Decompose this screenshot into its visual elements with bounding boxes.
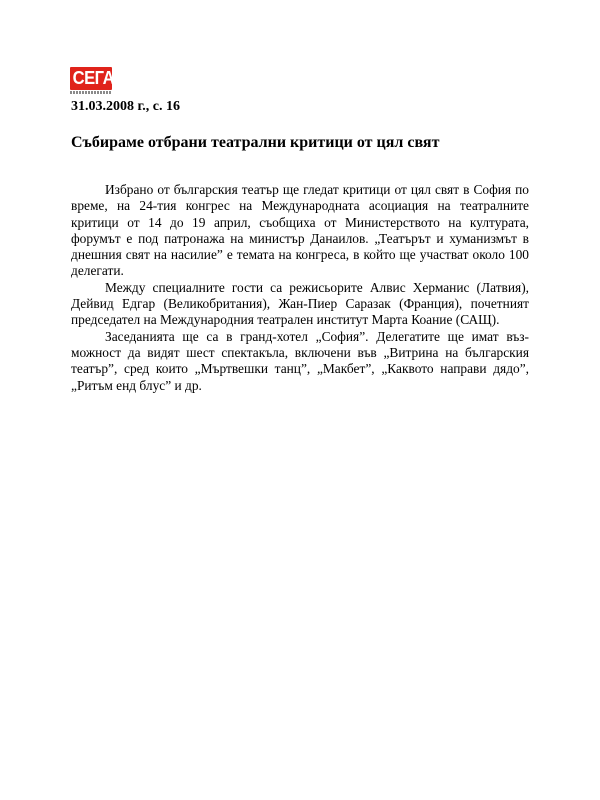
- logo-text: СЕГА: [72, 68, 115, 88]
- article-paragraph: Избрано от българския театър ще гледат критици от цял свят в София по време, на 24-тия конгрес на Международната асоциация на театралните критици от 14 до 19 април, съобщиха от Министерството на културата, форумът е под патронажа на министър Данаилов. „Театърът и хуманизмът в днешния свят на насилие” е темата на конгреса, в който ще участват около 100 делегати.: [71, 182, 529, 279]
- article-paragraph: Заседанията ще са в гранд-хотел „София”. Делегатите ще имат въз-можност да видят шест спектакъла, включени във „Витрина на българския театър”, сред които „Мъртвешки танц”, „Макбет”, „Каквото направи дядо”, „Ритъм енд блус” и др.: [71, 328, 529, 393]
- article-headline: Събираме отбрани театрални критици от цял свят: [71, 134, 440, 151]
- logo-underline-strip: [70, 91, 112, 94]
- article-body: [71, 182, 529, 394]
- article-paragraph: Между специалните гости са режисьорите Алвис Херманис (Латвия), Дейвид Едгар (Великобритания), Жан-Пиер Саразак (Франция), почетният председател на Международния театрален институт Марта Коание (САЩ).: [71, 279, 529, 328]
- dateline: 31.03.2008 г., с. 16: [71, 99, 180, 114]
- newspaper-logo: [70, 67, 115, 95]
